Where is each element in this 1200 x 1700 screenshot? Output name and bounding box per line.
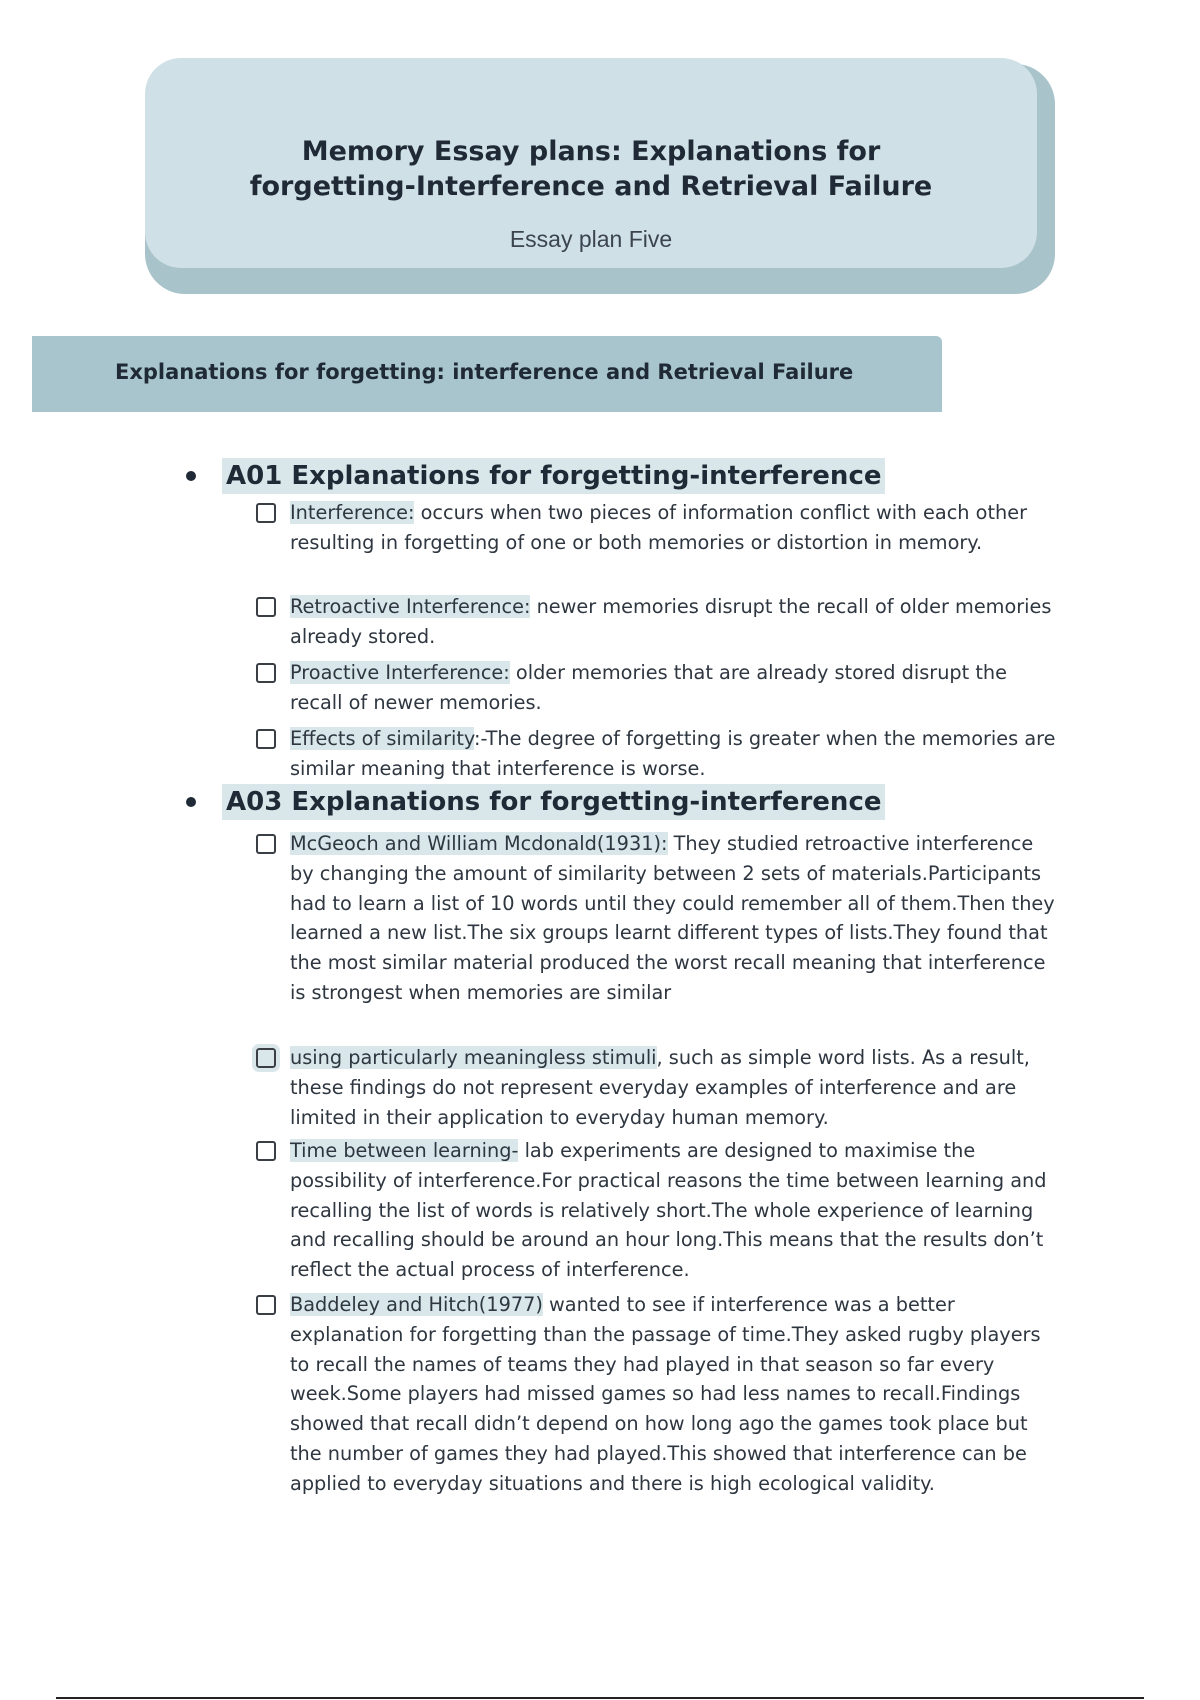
checklist-item	[256, 829, 1056, 1008]
checkbox[interactable]	[256, 729, 276, 749]
section-heading-a03	[182, 784, 885, 820]
checklist-item	[256, 1290, 1056, 1499]
checklist-item	[256, 1043, 1056, 1132]
item-term: Retroactive Interference:	[290, 595, 531, 618]
checkbox[interactable]	[256, 1295, 276, 1315]
item-text	[290, 829, 1056, 1008]
item-term: Effects of similarity	[290, 727, 474, 750]
checkbox[interactable]	[256, 1048, 276, 1068]
item-body: occurs when two pieces of information conflict with each other resulting in forgetting of one or both memories or distortion in memory.	[290, 501, 1028, 554]
item-text	[290, 1043, 1056, 1132]
section-heading-text: A01 Explanations for forgetting-interference	[222, 458, 885, 494]
item-term: using particularly meaningless stimuli	[290, 1046, 657, 1069]
checklist-item	[256, 658, 1056, 718]
item-term: Baddeley and Hitch(1977)	[290, 1293, 543, 1316]
page-subtitle: Essay plan Five	[509, 226, 673, 252]
item-term: Time between learning-	[290, 1139, 519, 1162]
section-heading-a01	[182, 458, 885, 494]
checklist-item	[256, 1136, 1056, 1285]
item-text	[290, 658, 1056, 718]
item-body: :-The degree of forgetting is greater when the memories are similar meaning that interference is worse.	[290, 727, 1056, 780]
item-term: McGeoch and William Mcdonald(1931):	[290, 832, 668, 855]
section-banner	[32, 336, 942, 412]
section-banner-label: Explanations for forgetting: interference and Retrieval Failure	[115, 360, 854, 384]
title-line-2: forgetting-Interference and Retrieval Failure	[249, 171, 933, 202]
item-text	[290, 724, 1056, 784]
checkbox[interactable]	[256, 597, 276, 617]
item-body: wanted to see if interference was a better explanation for forgetting than the passage of time.They asked rugby players to recall the names of teams they had played in that season so far every week.Some players had missed games so had less names to recall.Findings showed that recall didn’t depend on how long ago the games took place but the number of games they had played.This showed that interference can be applied to everyday situations and there is high ecological validity.	[290, 1293, 1041, 1495]
item-body: , such as simple word lists. As a result, these findings do not represent everyday examples of interference and are limited in their application to everyday human memory.	[290, 1046, 1030, 1129]
section-heading-text: A03 Explanations for forgetting-interference	[222, 784, 885, 820]
footer-divider	[56, 1697, 1144, 1699]
checklist-item	[256, 592, 1056, 652]
item-term: Interference:	[290, 501, 415, 524]
item-body: older memories that are already stored disrupt the recall of newer memories.	[290, 661, 1007, 714]
checkbox[interactable]	[256, 834, 276, 854]
item-text	[290, 1136, 1056, 1285]
item-term: Proactive Interference:	[290, 661, 510, 684]
checkbox[interactable]	[256, 663, 276, 683]
bullet-icon	[186, 471, 196, 481]
page-title	[145, 134, 1037, 204]
item-text	[290, 592, 1056, 652]
item-body: They studied retroactive interference by changing the amount of similarity between 2 sets of materials.Participants had to learn a list of 10 words until they could remember all of them.Then they learned a new list.The six groups learnt different types of lists.They found that the most similar material produced the worst recall meaning that interference is strongest when memories are similar	[290, 832, 1055, 1004]
item-text	[290, 1290, 1056, 1499]
checklist-item	[256, 498, 1056, 558]
item-body: lab experiments are designed to maximise the possibility of interference.For practical reasons the time between learning and recalling the list of words is relatively short.The whole experience of learning and recalling should be around an hour long.This means that the results don’t reflect the actual process of interference.	[290, 1139, 1047, 1282]
checklist-item	[256, 724, 1056, 784]
item-body: newer memories disrupt the recall of older memories already stored.	[290, 595, 1052, 648]
checkbox[interactable]	[256, 503, 276, 523]
title-line-1: Memory Essay plans: Explanations for	[301, 136, 881, 167]
checkbox[interactable]	[256, 1141, 276, 1161]
item-text	[290, 498, 1056, 558]
title-card	[145, 58, 1037, 268]
bullet-icon	[186, 797, 196, 807]
